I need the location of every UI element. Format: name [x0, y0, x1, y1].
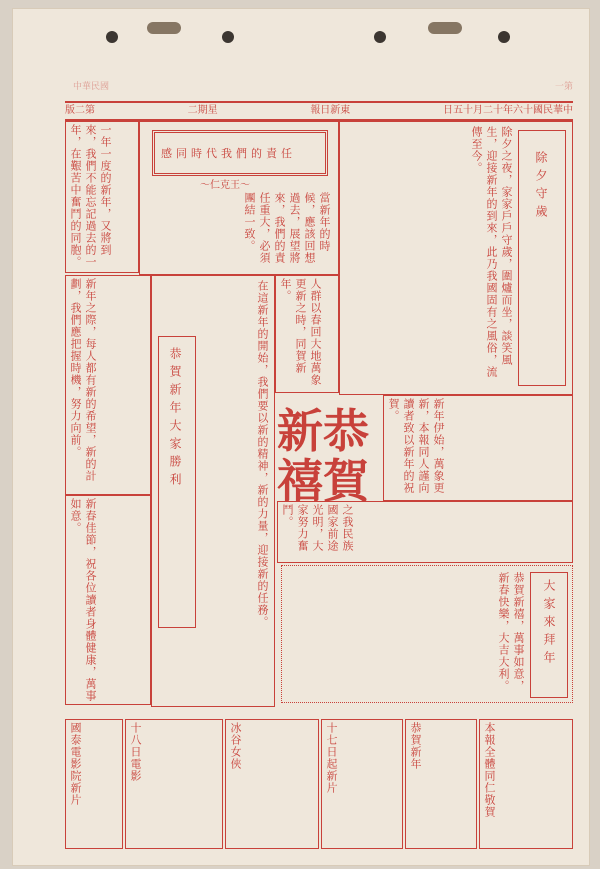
bottom-ad-2: 十八日電影 — [125, 719, 223, 849]
dotted-ad-box — [281, 565, 573, 703]
center-top-article — [139, 121, 339, 275]
article-text: 之我民族國家前途光明，大家努力奮鬥。 — [281, 504, 354, 552]
article-text: 當新年的時候，應該回想過去，展望將來，我們的責任重大，必須團結一致。 — [243, 192, 331, 264]
greeting-large-2: 禧賀 — [277, 454, 369, 508]
issue-date: 日五十月二十年六十國民華中 — [442, 105, 573, 116]
rust-stain — [428, 22, 462, 34]
masthead-faded: 中華民國 一第 — [73, 82, 573, 92]
right-top-article — [339, 121, 573, 395]
article-text: 除夕之夜，家家戶戶守歲，圍爐而坐，談笑風生，迎接新年的到來，此乃我國固有之風俗，流傳至今。 — [470, 126, 513, 378]
ad-title: 大家來拜年 — [542, 579, 556, 669]
punch-hole — [106, 31, 118, 43]
column-middle-left — [65, 275, 151, 495]
title-frame — [152, 130, 328, 176]
article-title: 除夕守歲 — [534, 151, 548, 223]
title-box — [158, 336, 196, 628]
column-middle-center — [151, 275, 275, 707]
date-header — [65, 101, 573, 121]
article-text: 在這新年的開始，我們要以新的精神，新的力量，迎接新的任務。 — [256, 280, 269, 628]
page-number: 版二第 — [65, 105, 95, 116]
column-left-top — [65, 121, 139, 273]
greeting-large-1: 新恭 — [277, 404, 369, 458]
column-middle-right — [275, 275, 339, 393]
article-text: 一年一度的新年，又將到來，我們不能忘記過去的一年，在艱苦中奮鬥的同胞。 — [69, 124, 112, 268]
byline: ～仁克王～ — [200, 180, 250, 191]
title-box — [518, 130, 566, 386]
weekday: 二期星 — [187, 105, 218, 116]
punch-hole — [374, 31, 386, 43]
bottom-ad-4: 十七日起新片 — [321, 719, 403, 849]
article-title: 恭賀新年大家勝利 — [168, 347, 182, 491]
article-text: 新年伊始，萬象更新，本報同人謹向讀者致以新年的祝賀。 — [387, 398, 445, 494]
right-middle-article — [383, 395, 573, 501]
punch-hole — [498, 31, 510, 43]
paper-name: 報日新東 — [310, 105, 351, 116]
column-left-lower — [65, 495, 151, 705]
bottom-ad-1: 國泰電影院新片 — [65, 719, 123, 849]
rust-stain — [147, 22, 181, 34]
ad-title-box — [530, 572, 568, 698]
punch-hole — [222, 31, 234, 43]
article-title: 感同時代我們的責任 — [161, 147, 296, 160]
bottom-ad-6: 本報全體同仁敬賀 — [479, 719, 573, 849]
article-text: 新年之際，每人都有新的希望，新的計劃，我們應把握時機，努力向前。 — [69, 278, 97, 482]
article-text: 新春佳節，祝各位讀者身體健康，萬事如意。 — [69, 498, 97, 702]
article-text: 人群以春回大地萬象更新之時，同賀新年。 — [279, 278, 322, 386]
right-lower-article — [277, 501, 573, 563]
bottom-ad-5: 恭賀新年 — [405, 719, 477, 849]
ad-text: 恭賀新禧，萬事如意，新春快樂，大吉大利。 — [497, 572, 525, 692]
newspaper-sheet — [12, 8, 590, 866]
bottom-ad-3: 冰谷女俠 — [225, 719, 319, 849]
